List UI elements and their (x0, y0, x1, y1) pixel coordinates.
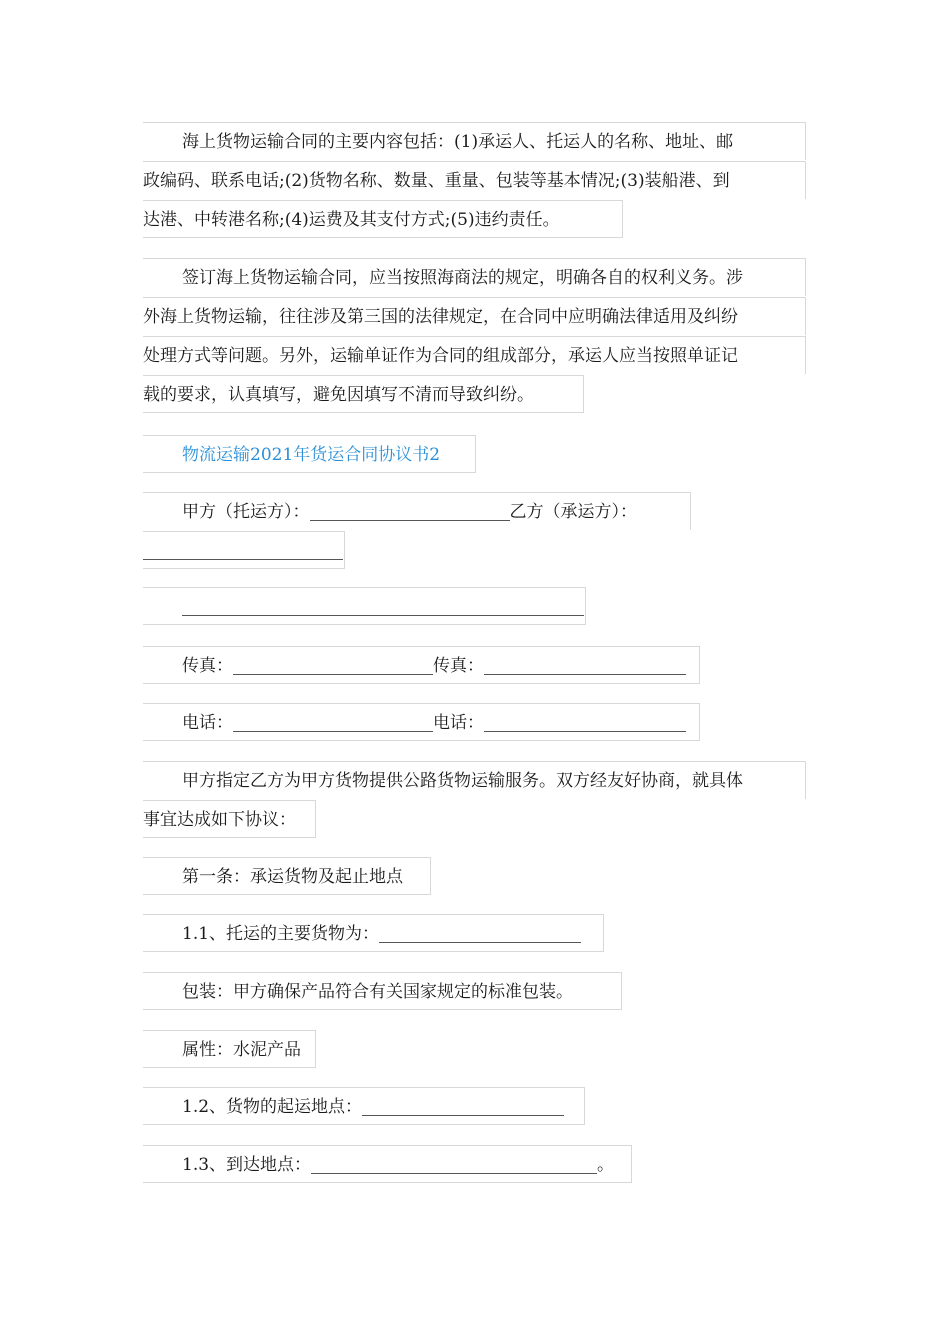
address-line (143, 587, 586, 625)
party-a-label: 甲方（托运方）： (182, 502, 310, 522)
origin-label: 1.2、货物的起运地点： (182, 1097, 363, 1117)
party-b-blank (143, 532, 343, 560)
goods-label: 1.1、托运的主要货物为： (182, 924, 380, 944)
paragraph-1-line-3: 达港、中转港名称;(4)运费及其支付方式;(5)违约责任。 (143, 200, 623, 238)
paragraph-2-line-2: 外海上货物运输，往往涉及第三国的法律规定，在合同中应明确法律适用及纠纷 (143, 297, 806, 335)
goods-blank (379, 915, 581, 943)
attribute-line: 属性：水泥产品 (143, 1030, 316, 1068)
origin-line (143, 1087, 585, 1125)
fax-a-label: 传真： (182, 656, 233, 676)
address-blank (182, 588, 584, 616)
section-heading: 物流运输2021年货运合同协议书2 (143, 435, 476, 473)
article-1-title: 第一条：承运货物及起止地点 (143, 857, 431, 895)
destination-line (143, 1145, 632, 1183)
paragraph-1-line-1: 海上货物运输合同的主要内容包括：(1)承运人、托运人的名称、地址、邮 (143, 122, 806, 160)
destination-period: 。 (597, 1155, 615, 1175)
paragraph-1-line-2: 政编码、联系电话;(2)货物名称、数量、重量、包装等基本情况;(3)装船港、到 (143, 161, 806, 199)
phone-line (143, 703, 700, 741)
intro-line-2: 事宜达成如下协议： (143, 800, 316, 838)
phone-b-label: 电话： (433, 713, 484, 733)
fax-b-label: 传真： (433, 656, 484, 676)
packing-line: 包装：甲方确保产品符合有关国家规定的标准包装。 (143, 972, 622, 1010)
destination-label: 1.3、到达地点： (182, 1155, 312, 1175)
paragraph-2-line-1: 签订海上货物运输合同，应当按照海商法的规定，明确各自的权利义务。涉 (143, 258, 806, 296)
phone-a-blank (233, 704, 433, 732)
parties-line (143, 492, 691, 530)
fax-line (143, 646, 700, 684)
origin-blank (362, 1088, 564, 1116)
phone-a-label: 电话： (182, 713, 233, 733)
party-b-blank-line (143, 531, 345, 569)
fax-b-blank (484, 647, 686, 675)
phone-b-blank (484, 704, 686, 732)
paragraph-2-line-4: 载的要求，认真填写，避免因填写不清而导致纠纷。 (143, 375, 584, 413)
paragraph-2-line-3: 处理方式等问题。另外，运输单证作为合同的组成部分，承运人应当按照单证记 (143, 336, 806, 374)
party-b-label: 乙方（承运方）： (509, 502, 637, 522)
intro-line-1: 甲方指定乙方为甲方货物提供公路货物运输服务。双方经友好协商，就具体 (143, 761, 806, 799)
party-a-blank (310, 493, 510, 521)
destination-blank (311, 1146, 597, 1174)
goods-line (143, 914, 604, 952)
fax-a-blank (233, 647, 433, 675)
